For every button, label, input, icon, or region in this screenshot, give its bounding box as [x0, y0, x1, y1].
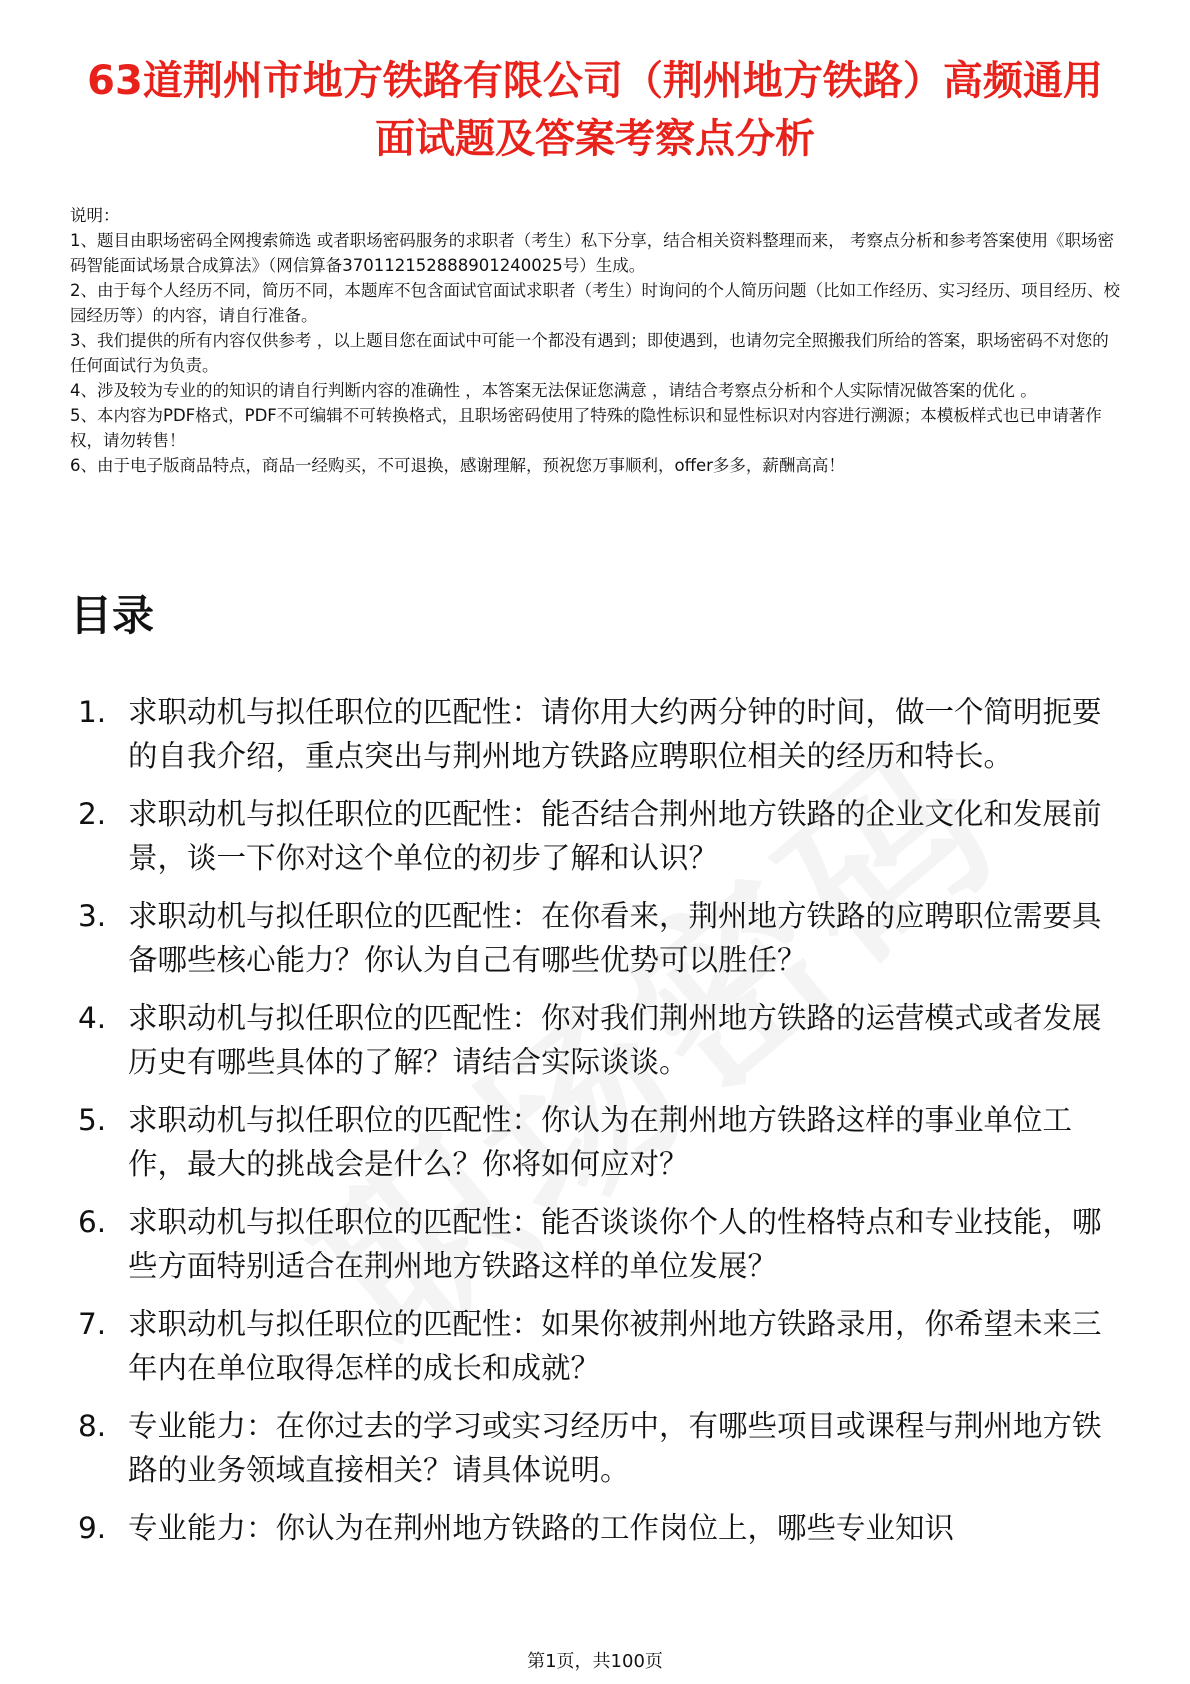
toc-item-text: 求职动机与拟任职位的匹配性：能否谈谈你个人的性格特点和专业技能，哪些方面特别适合在荆州地方铁路这样的单位发展？ [128, 1205, 1102, 1283]
toc-item-number: 6. [78, 1205, 107, 1239]
toc-item[interactable] [70, 1098, 1120, 1186]
toc-item-text: 求职动机与拟任职位的匹配性：如果你被荆州地方铁路录用，你希望未来三年内在单位取得怎样的成长和成就？ [128, 1307, 1102, 1385]
page-footer: 第1页，共100页 [527, 1651, 663, 1672]
toc-item[interactable] [70, 1200, 1120, 1288]
toc-item[interactable] [70, 894, 1120, 982]
toc-heading: 目录 [70, 591, 155, 640]
toc-item-text: 专业能力：在你过去的学习或实习经历中，有哪些项目或课程与荆州地方铁路的业务领域直接相关？请具体说明。 [128, 1409, 1102, 1487]
toc-item-number: 9. [78, 1511, 107, 1545]
toc-item[interactable] [70, 1506, 1120, 1550]
toc-item-number: 4. [78, 1001, 107, 1035]
toc-item-text: 求职动机与拟任职位的匹配性：你认为在荆州地方铁路这样的事业单位工作，最大的挑战会是什么？你将如何应对？ [128, 1103, 1073, 1181]
note-item: 5、本内容为PDF格式，PDF不可编辑不可转换格式，且职场密码使用了特殊的隐性标识和显性标识对内容进行溯源；本模板样式也已申请著作权，请勿转售！ [70, 406, 1102, 450]
toc-item-text: 求职动机与拟任职位的匹配性：你对我们荆州地方铁路的运营模式或者发展历史有哪些具体的了解？请结合实际谈谈。 [128, 1001, 1102, 1079]
toc-item-number: 3. [78, 899, 107, 933]
toc-item[interactable] [70, 1404, 1120, 1492]
document-title: 63道荆州市地方铁路有限公司（荆州地方铁路）高频通用面试题及答案考察点分析 [87, 58, 1103, 162]
note-item: 1、题目由职场密码全网搜索筛选 或者职场密码服务的求职者（考生）私下分享，结合相关资料整理而来， 考察点分析和参考答案使用《职场密码智能面试场景合成算法》（网信算备370112152888901240025号）生成。 [70, 231, 1114, 275]
toc-item[interactable] [70, 1302, 1120, 1390]
note-item: 3、我们提供的所有内容仅供参考 ，以上题目您在面试中可能一个都没有遇到；即使遇到，也请勿完全照搬我们所给的答案，职场密码不对您的任何面试行为负责。 [70, 331, 1109, 375]
toc-item-text: 求职动机与拟任职位的匹配性：能否结合荆州地方铁路的企业文化和发展前景，谈一下你对这个单位的初步了解和认识？ [128, 797, 1102, 875]
toc-item-number: 8. [78, 1409, 107, 1443]
notes-heading: 说明： [70, 206, 120, 225]
note-item: 6、由于电子版商品特点，商品一经购买，不可退换，感谢理解，预祝您万事顺利，offer多多，薪酬高高！ [70, 456, 845, 475]
toc-item-number: 1. [78, 695, 107, 729]
notes-section [70, 203, 1120, 478]
toc-item-number: 5. [78, 1103, 107, 1137]
toc-item-text: 求职动机与拟任职位的匹配性：在你看来，荆州地方铁路的应聘职位需要具备哪些核心能力？你认为自己有哪些优势可以胜任？ [128, 899, 1102, 977]
note-item: 2、由于每个人经历不同，简历不同，本题库不包含面试官面试求职者（考生）时询问的个人简历问题（比如工作经历、实习经历、项目经历、校园经历等）的内容，请自行准备。 [70, 281, 1120, 325]
table-of-contents [70, 690, 1120, 1564]
toc-item[interactable] [70, 792, 1120, 880]
toc-item[interactable] [70, 996, 1120, 1084]
note-item: 4、涉及较为专业的的知识的请自行判断内容的准确性 ，本答案无法保证您满意 ，请结合考察点分析和个人实际情况做答案的优化 。 [70, 381, 1037, 400]
toc-item-number: 2. [78, 797, 107, 831]
toc-item-text: 专业能力：你认为在荆州地方铁路的工作岗位上，哪些专业知识 [128, 1511, 955, 1545]
toc-item-text: 求职动机与拟任职位的匹配性：请你用大约两分钟的时间，做一个简明扼要的自我介绍，重点突出与荆州地方铁路应聘职位相关的经历和特长。 [128, 695, 1102, 773]
toc-item[interactable] [70, 690, 1120, 778]
toc-item-number: 7. [78, 1307, 107, 1341]
